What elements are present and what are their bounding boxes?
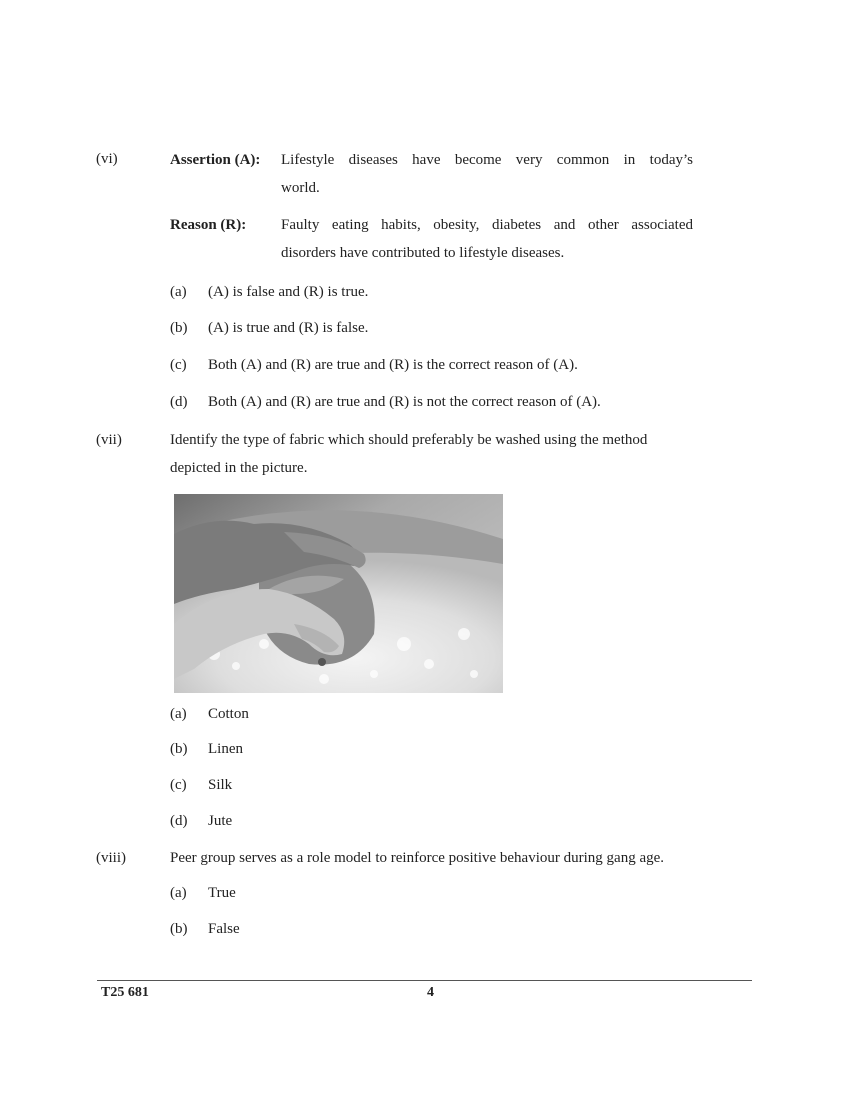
option-text: Both (A) and (R) are true and (R) is not the correct reason of (A). [208,394,601,410]
option-label: (d) [170,813,188,829]
option-text: False [208,921,240,937]
footer-divider [97,980,752,981]
hand-washing-photo [174,494,503,693]
option-label: (a) [170,284,187,300]
question-viii-text: Peer group serves as a role model to reinforce positive behaviour during gang age. [170,850,665,866]
question-number-vii: (vii) [96,432,122,448]
assertion-label: Assertion (A): [170,152,261,168]
question-number-vi: (vi) [96,151,118,167]
option-label: (a) [170,885,187,901]
option-text: Cotton [208,706,249,722]
option-label: (c) [170,357,187,373]
paper-code: T25 681 [101,985,149,1000]
question-vii-line-1: Identify the type of fabric which should preferably be washed using the method [170,432,648,448]
option-label: (b) [170,320,188,336]
reason-label: Reason (R): [170,217,247,233]
option-label: (d) [170,394,188,410]
option-text: Jute [208,813,233,829]
question-number-viii: (viii) [96,850,126,866]
option-label: (a) [170,706,187,722]
option-text: (A) is false and (R) is true. [208,284,369,300]
reason-line-2: disorders have contributed to lifestyle diseases. [281,245,565,261]
question-vii-line-2: depicted in the picture. [170,460,308,476]
option-text: Silk [208,777,233,793]
option-text: (A) is true and (R) is false. [208,320,369,336]
page-number: 4 [427,985,434,1000]
option-label: (c) [170,777,187,793]
assertion-line-1: Lifestyle diseases have become very common in today’s [281,152,693,168]
option-text: Both (A) and (R) are true and (R) is the correct reason of (A). [208,357,578,373]
reason-line-1: Faulty eating habits, obesity, diabetes and other associated [281,217,693,233]
option-text: Linen [208,741,243,757]
option-label: (b) [170,741,188,757]
assertion-line-2: world. [281,180,320,196]
option-text: True [208,885,236,901]
option-label: (b) [170,921,188,937]
